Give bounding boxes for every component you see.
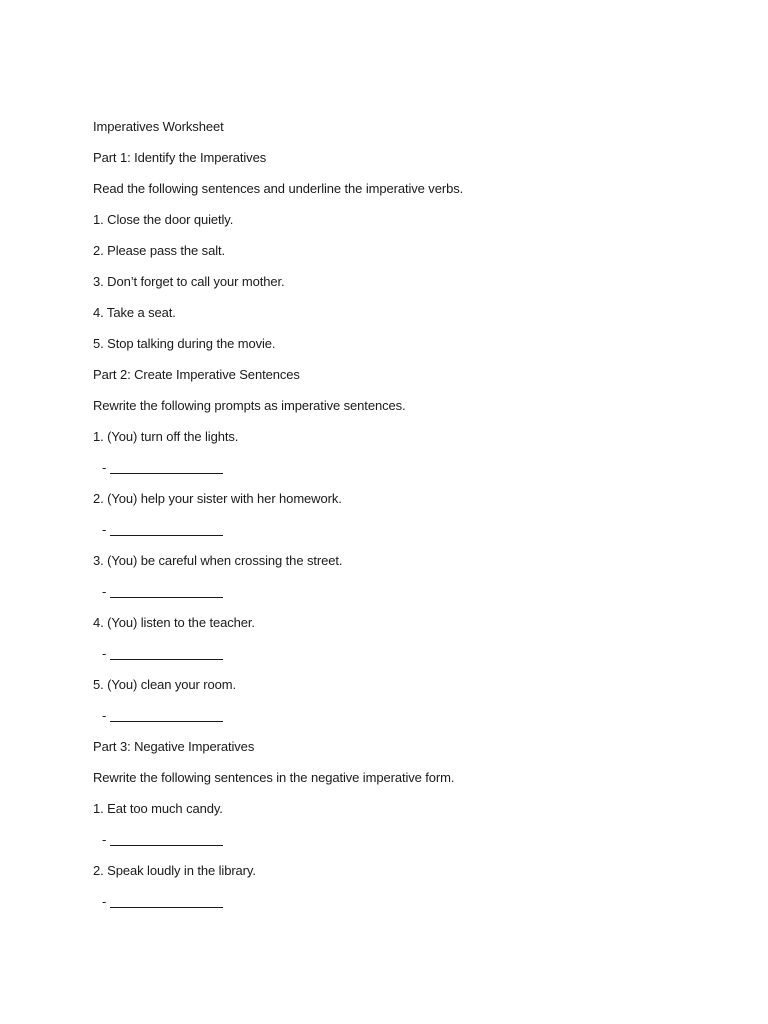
- part1-heading: Part 1: Identify the Imperatives: [93, 150, 267, 165]
- part1-item-2: 2. Please pass the salt.: [93, 243, 226, 258]
- answer-blank-line[interactable]: [110, 833, 223, 846]
- answer-dash: -: [102, 460, 107, 475]
- answer-blank-line[interactable]: [110, 461, 223, 474]
- part1-instructions: Read the following sentences and underline the imperative verbs.: [93, 181, 464, 196]
- part1-item-3: 3. Don’t forget to call your mother.: [93, 274, 285, 289]
- answer-blank-line[interactable]: [110, 895, 223, 908]
- part3-answer-2: [93, 893, 693, 924]
- part3-item-2: 2. Speak loudly in the library.: [93, 863, 256, 878]
- answer-blank-line[interactable]: [110, 523, 223, 536]
- answer-dash: -: [102, 894, 107, 909]
- part2-answer-5: [93, 707, 693, 738]
- part3-instructions: Rewrite the following sentences in the negative imperative form.: [93, 770, 455, 785]
- part3-heading: Part 3: Negative Imperatives: [93, 739, 255, 754]
- answer-dash: -: [102, 522, 107, 537]
- answer-dash: -: [102, 646, 107, 661]
- part2-item-4: 4. (You) listen to the teacher.: [93, 615, 255, 630]
- part2-item-1: 1. (You) turn off the lights.: [93, 429, 239, 444]
- part1-item-1: 1. Close the door quietly.: [93, 212, 234, 227]
- part2-instructions: Rewrite the following prompts as imperative sentences.: [93, 398, 406, 413]
- answer-dash: -: [102, 832, 107, 847]
- part2-item-2: 2. (You) help your sister with her homework.: [93, 491, 342, 506]
- part2-heading: Part 2: Create Imperative Sentences: [93, 367, 300, 382]
- worksheet-body: [93, 118, 693, 924]
- worksheet-title: Imperatives Worksheet: [93, 119, 224, 134]
- part1-item-4: 4. Take a seat.: [93, 305, 176, 320]
- answer-blank-line[interactable]: [110, 647, 223, 660]
- part3-answer-1: [93, 831, 693, 862]
- part1-item-5: 5. Stop talking during the movie.: [93, 336, 276, 351]
- part2-item-3: 3. (You) be careful when crossing the street.: [93, 553, 343, 568]
- part2-answer-2: [93, 521, 693, 552]
- answer-dash: -: [102, 708, 107, 723]
- part3-item-1: 1. Eat too much candy.: [93, 801, 223, 816]
- answer-blank-line[interactable]: [110, 709, 223, 722]
- part2-item-5: 5. (You) clean your room.: [93, 677, 236, 692]
- part2-answer-3: [93, 583, 693, 614]
- part2-answer-4: [93, 645, 693, 676]
- answer-blank-line[interactable]: [110, 585, 223, 598]
- part2-answer-1: [93, 459, 693, 490]
- answer-dash: -: [102, 584, 107, 599]
